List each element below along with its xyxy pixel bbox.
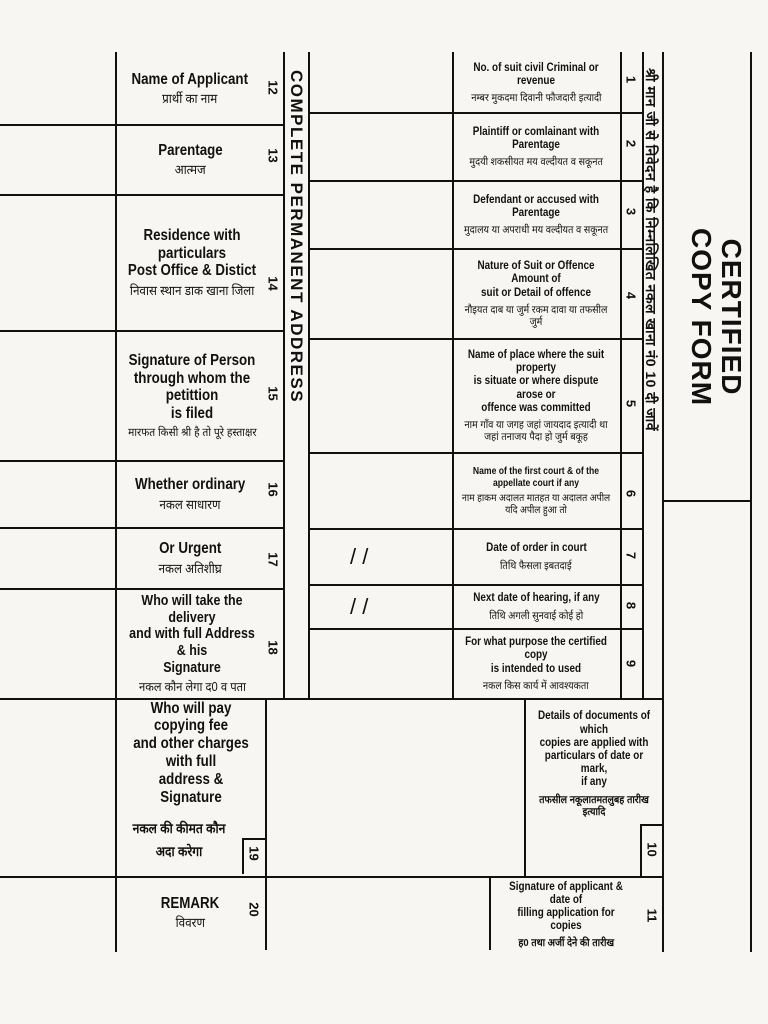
field-number: 20 bbox=[246, 902, 262, 917]
field-number: 1 bbox=[623, 75, 639, 84]
field-applicant-name: Name of Applicant प्रार्थी का नाम bbox=[131, 70, 249, 107]
divider-vertical bbox=[640, 824, 642, 878]
form-title: CERTIFIED COPY FORM bbox=[686, 228, 747, 407]
field-number: 12 bbox=[265, 80, 281, 95]
field-applicant-signature: Signature of applicant & date of filling application for copies ह0 तथा अर्जी देने की तारीख bbox=[509, 880, 623, 950]
border-right bbox=[662, 52, 664, 952]
row-divider bbox=[0, 876, 664, 878]
field-number: 2 bbox=[623, 139, 639, 148]
divider-vertical bbox=[283, 52, 285, 700]
field-number: 8 bbox=[623, 601, 639, 610]
field-number: 16 bbox=[265, 482, 281, 497]
row-divider bbox=[242, 838, 267, 840]
field-number: 10 bbox=[644, 842, 660, 857]
field-number: 11 bbox=[644, 908, 660, 923]
field-next-hearing: Next date of hearing, if any तिथि अगली सुनवाई कोई हो bbox=[472, 592, 600, 622]
field-number: 4 bbox=[623, 291, 639, 300]
field-number: 6 bbox=[623, 489, 639, 498]
field-number: 7 bbox=[623, 551, 639, 560]
divider-vertical bbox=[242, 838, 244, 874]
field-court-names: Name of the first court & of the appellate court if any नाम हाकम अदालत मातहत या अदालत अपील यदि अपील हुआ तो bbox=[461, 466, 611, 516]
field-number: 9 bbox=[623, 659, 639, 668]
field-number: 18 bbox=[265, 640, 281, 655]
field-number: 14 bbox=[265, 276, 281, 291]
field-purpose: For what purpose the certified copy is intended to used नकल किस कार्य में आवश्यकता bbox=[465, 636, 607, 692]
field-parentage: Parentage आत्मज bbox=[157, 141, 223, 178]
row-divider bbox=[662, 500, 752, 502]
row-divider bbox=[0, 698, 664, 700]
row-divider bbox=[640, 824, 664, 826]
date-order-input[interactable]: / / bbox=[350, 544, 369, 569]
field-defendant: Defendant or accused with Parentage मुदालय या अपराधी मय वल्दीयत व सकूनत bbox=[463, 193, 609, 237]
field-number: 3 bbox=[623, 207, 639, 216]
field-place-of-dispute: Name of place where the suit property is situate or where dispute arose or offence was committed नाम गाँव या जगह जहां जायदाद इत्यादी था जहां तनाजय पैदा हो जुर्म बकूह bbox=[464, 348, 608, 444]
border-far-right bbox=[750, 52, 752, 952]
field-nature-of-suit: Nature of Suit or Offence Amount of suit or Detail of offence नौइयत दाब या जुर्म रकम दावा या तफसील जुर्म bbox=[464, 260, 608, 328]
field-number: 17 bbox=[265, 552, 281, 567]
field-suit-number: No. of suit civil Criminal or revenue नम्बर मुकदमा दिवानी फौजदारी इत्यादी bbox=[470, 61, 602, 105]
field-signature-person: Signature of Person through whom the petittion is filed मारफत किसी श्री है तो पूरे हस्ताक्षर bbox=[127, 351, 257, 440]
field-number: 13 bbox=[265, 148, 281, 163]
field-residence: Residence with particulars Post Office & Distict निवास स्थान डाक खाना जिला bbox=[127, 226, 257, 299]
field-urgent: Or Urgent नकल अतिशीघ्र bbox=[158, 540, 222, 576]
field-delivery: Who will take the delivery and with full Address & his Signature नकल कौन लेगा द0 व पता bbox=[129, 593, 255, 695]
divider-vertical bbox=[620, 52, 622, 700]
field-copying-fee-hindi: नकल की कीमत कौन अदा करेगा bbox=[132, 821, 226, 859]
field-document-details: Details of documents of which copies are applied with particulars of date or mark, if any तफसील नकूलातमतलुबह तारीख इत्यादि bbox=[537, 710, 651, 818]
field-remark: REMARK विवरण bbox=[160, 894, 220, 931]
field-number: 19 bbox=[246, 846, 262, 861]
divider-vertical bbox=[308, 52, 310, 700]
divider-vertical bbox=[265, 700, 267, 950]
field-plaintiff: Plaintiff or comlainant with Parentage मुदयी शकसीयत मय वल्दीयत व सकूनत bbox=[469, 125, 603, 169]
permanent-address-label: COMPLETE PERMANENT ADDRESS bbox=[287, 70, 306, 404]
field-copying-fee: Who will pay copying fee and other charges with full address & Signature bbox=[133, 699, 249, 806]
request-hindi-text: श्री मान जी से निवेदन है कि निम्नलिखित नकल खाना नं0 10 दी जावें bbox=[643, 68, 659, 432]
field-number: 5 bbox=[623, 399, 639, 408]
field-ordinary: Whether ordinary नकल साधारण bbox=[134, 476, 246, 512]
field-order-date: Date of order in court तिथि फैसला इबतदाई bbox=[485, 542, 587, 572]
field-number: 15 bbox=[265, 386, 281, 401]
date-hearing-input[interactable]: / / bbox=[350, 594, 369, 619]
